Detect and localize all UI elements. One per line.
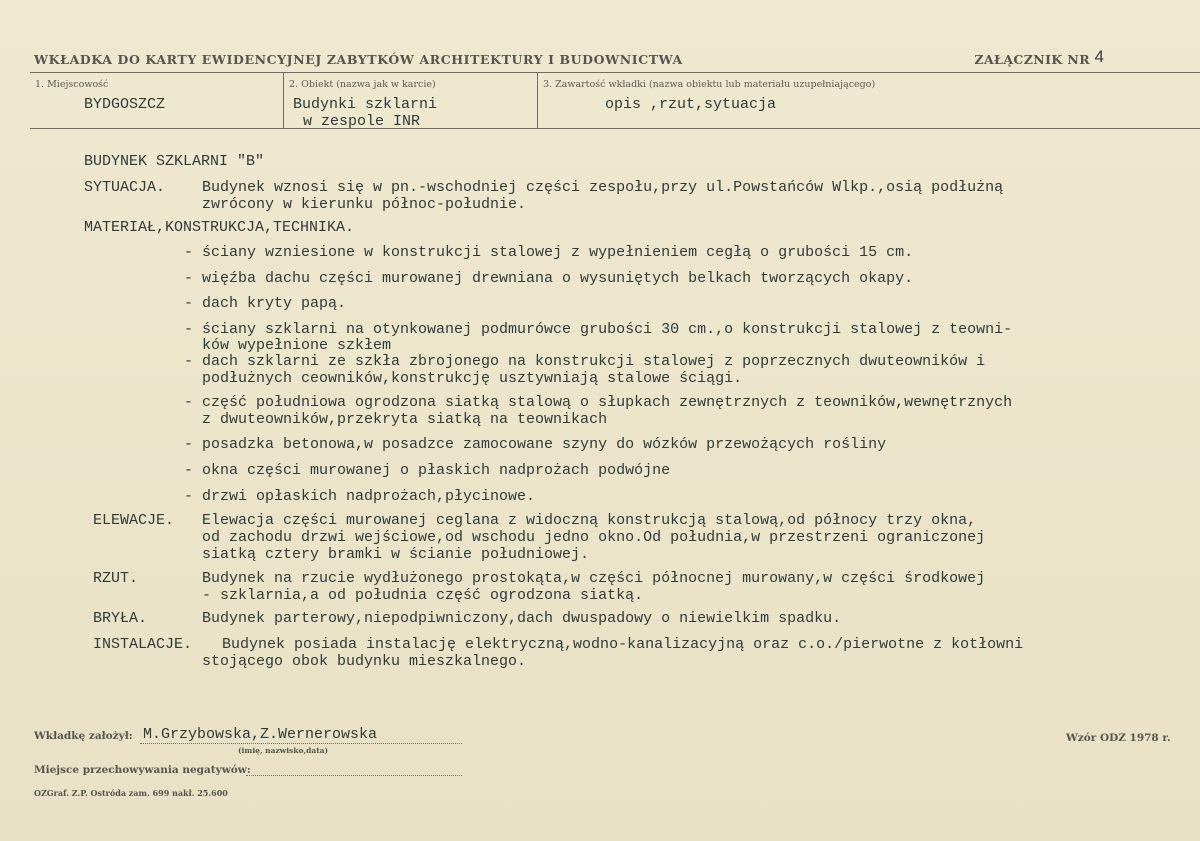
object-label: 2. Obiekt (nazwa jak w karcie) — [289, 79, 436, 90]
material-item-cont: z dwuteowników,przekryta siatką na teownikach — [202, 411, 608, 428]
field-divider-2 — [537, 72, 538, 128]
material-item: dach kryty papą. — [202, 295, 347, 312]
installations-line: stojącego obok budynku mieszkalnego. — [202, 653, 527, 670]
locality-value: BYDGOSZCZ — [84, 96, 166, 113]
template-number: Wzór ODZ 1978 r. — [1066, 732, 1171, 744]
plan-line: - szklarnia,a od południa część ogrodzona siatką. — [202, 587, 644, 604]
elevation-line: Elewacja części murowanej ceglana z widoczną konstrukcją stalową,od północy trzy okna, — [202, 512, 977, 529]
header-rule-bottom — [30, 128, 1200, 129]
list-dash: - — [184, 353, 194, 370]
list-dash: - — [184, 394, 194, 411]
object-value-line1: Budynki szklarni — [293, 96, 438, 113]
installations-label: INSTALACJE. — [93, 636, 193, 653]
storage-label: Miejsce przechowywania negatywów: — [34, 764, 251, 776]
plan-label: RZUT. — [93, 570, 139, 587]
elevation-line: siatką cztery bramki w ścianie południowej. — [202, 546, 590, 563]
section-heading: BUDYNEK SZKLARNI "B" — [84, 153, 265, 170]
material-item: część południowa ogrodzona siatką stalową o słupkach zewnętrznych z teowników,wewnętrznych — [202, 394, 1013, 411]
material-label: MATERIAŁ,KONSTRUKCJA,TECHNIKA. — [84, 219, 355, 236]
material-item: okna części murowanej o płaskich nadprożach podwójne — [202, 462, 671, 479]
author-dotted-line — [140, 743, 462, 744]
material-item: ściany wzniesione w konstrukcji stalowej z wypełnieniem cegłą o grubości 15 cm. — [202, 244, 914, 261]
locality-label: 1. Miejscowość — [35, 79, 109, 90]
list-dash: - — [184, 244, 194, 261]
author-label: Wkładkę założył: — [34, 730, 133, 742]
plan-line: Budynek na rzucie wydłużonego prostokąta,w części północnej murowany,w części środkowej — [202, 570, 986, 587]
list-dash: - — [184, 488, 194, 505]
material-item: ściany szklarni na otynkowanej podmurówce grubości 30 cm.,o konstrukcji stalowej z teowni- — [202, 321, 1013, 338]
author-value: M.Grzybowska,Z.Wernerowska — [143, 726, 378, 743]
situation-label: SYTUACJA. — [84, 179, 166, 196]
material-item: więźba dachu części murowanej drewniana o wysuniętych belkach tworzących okapy. — [202, 270, 914, 287]
author-hint: (imię, nazwisko,data) — [238, 746, 329, 755]
elevation-line: od zachodu drzwi wejściowe,od wschodu jedno okno.Od południa,w przestrzeni ograniczonej — [202, 529, 986, 546]
material-item-cont: ków wypełnione szkłem — [202, 337, 392, 354]
elevation-label: ELEWACJE. — [93, 512, 175, 529]
list-dash: - — [184, 270, 194, 287]
content-value: opis ,rzut,sytuacja — [605, 96, 777, 113]
annex-number: 4 — [1094, 47, 1104, 66]
header-rule-top — [30, 72, 1200, 73]
list-dash: - — [184, 295, 194, 312]
card-title: WKŁADKA DO KARTY EWIDENCYJNEJ ZABYTKÓW ARCHITEKTURY I BUDOWNICTWA — [34, 52, 683, 67]
list-dash: - — [184, 462, 194, 479]
mass-label: BRYŁA. — [93, 610, 148, 627]
content-label: 3. Zawartość wkładki (nazwa obiektu lub materiału uzupełniającego) — [543, 79, 876, 90]
material-item: dach szklarni ze szkła zbrojonego na konstrukcji stalowej z poprzecznych dwuteowników i — [202, 353, 986, 370]
material-item: posadzka betonowa,w posadzce zamocowane szyny do wózków przewożących rośliny — [202, 436, 887, 453]
mass-line: Budynek parterowy,niepodpiwniczony,dach dwuspadowy o niewielkim spadku. — [202, 610, 842, 627]
object-value-line2: w zespole INR — [303, 113, 421, 130]
situation-line: Budynek wznosi się w pn.-wschodniej części zespołu,przy ul.Powstańców Wlkp.,osią podłużną — [202, 179, 1004, 196]
storage-dotted-line — [246, 775, 462, 776]
material-item-cont: podłużnych ceowników,konstrukcję usztywniają stalowe ściągi. — [202, 370, 743, 387]
annex-label: ZAŁĄCZNIK NR — [974, 52, 1090, 67]
list-dash: - — [184, 321, 194, 338]
situation-line: zwrócony w kierunku północ-południe. — [202, 196, 527, 213]
field-divider-1 — [283, 72, 284, 128]
material-item: drzwi opłaskich nadprożach,płycinowe. — [202, 488, 536, 505]
list-dash: - — [184, 436, 194, 453]
print-info: OZGraf. Z.P. Ostróda zam. 699 nakł. 25.600 — [34, 788, 228, 798]
installations-line: Budynek posiada instalację elektryczną,wodno-kanalizacyjną oraz c.o./pierwotne z kotłowni — [222, 636, 1024, 653]
